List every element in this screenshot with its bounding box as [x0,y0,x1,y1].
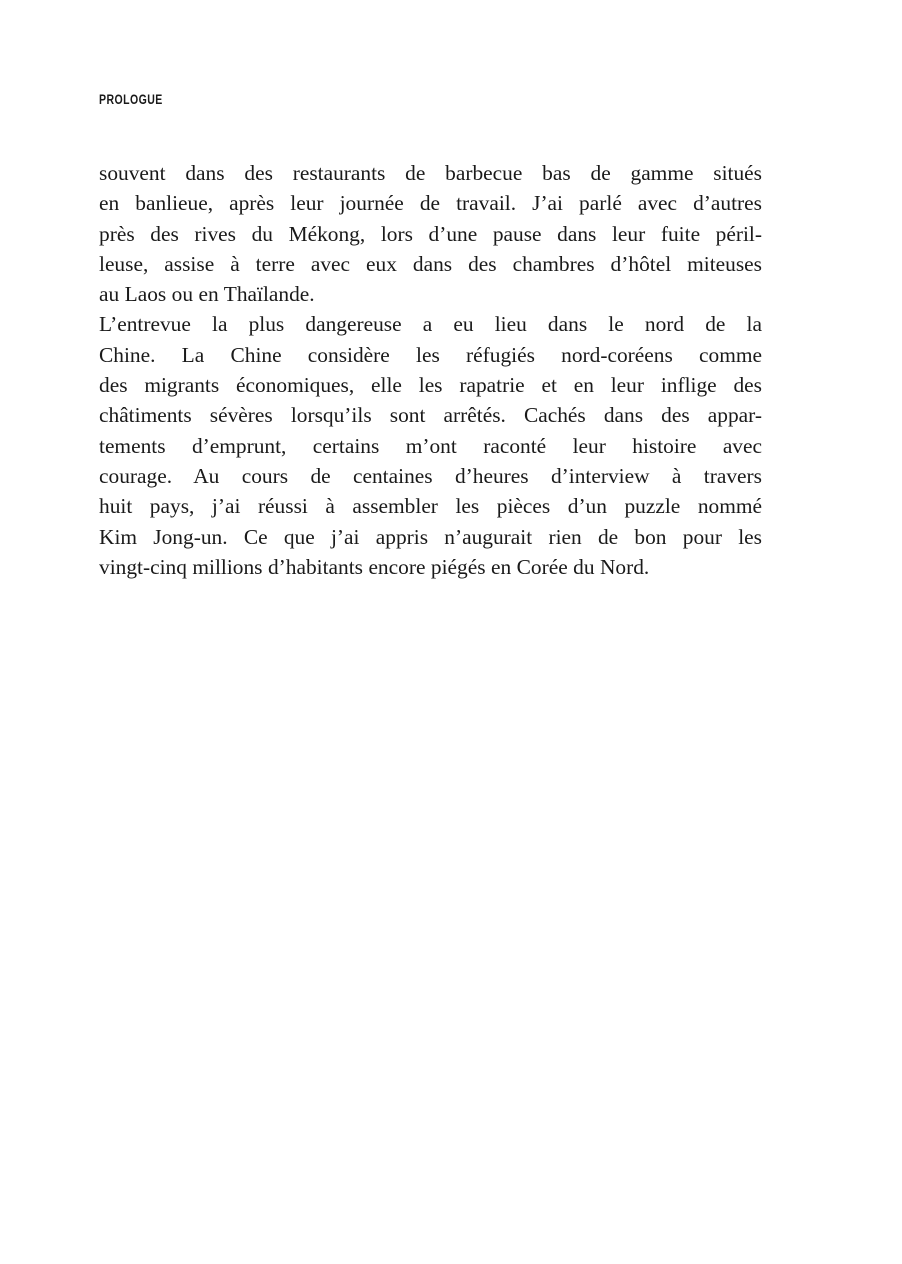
text-line: châtiments sévères lorsqu’ils sont arrêtés. Cachés dans des appar- [99,403,762,428]
text-line: près des rives du Mékong, lors d’une pause dans leur fuite péril- [99,221,762,246]
text-line: L’entrevue la plus dangereuse a eu lieu dans le nord de la [99,312,762,337]
text-line: Kim Jong-un. Ce que j’ai appris n’augurait rien de bon pour les [99,524,762,549]
text-line: en banlieue, après leur journée de travail. J’ai parlé avec d’autres [99,191,762,216]
text-line: courage. Au cours de centaines d’heures d’interview à travers [99,463,762,488]
paragraph-2 [99,309,762,582]
text-line: des migrants économiques, elle les rapatrie et en leur inflige des [99,373,762,398]
text-line: Chine. La Chine considère les réfugiés nord-coréens comme [99,342,762,367]
running-head-prologue: PROLOGUE [99,92,163,107]
text-line: tements d’emprunt, certains m’ont raconté leur histoire avec [99,433,762,458]
text-line: vingt-cinq millions d’habitants encore piégés en Corée du Nord. [99,554,650,579]
text-line: leuse, assise à terre avec eux dans des chambres d’hôtel miteuses [99,251,762,276]
body-text-block [99,158,762,582]
text-line: huit pays, j’ai réussi à assembler les pièces d’un puzzle nommé [99,494,762,519]
text-line: souvent dans des restaurants de barbecue bas de gamme situés [99,161,762,185]
paragraph-1 [99,158,762,309]
text-line: au Laos ou en Thaïlande. [99,282,315,307]
